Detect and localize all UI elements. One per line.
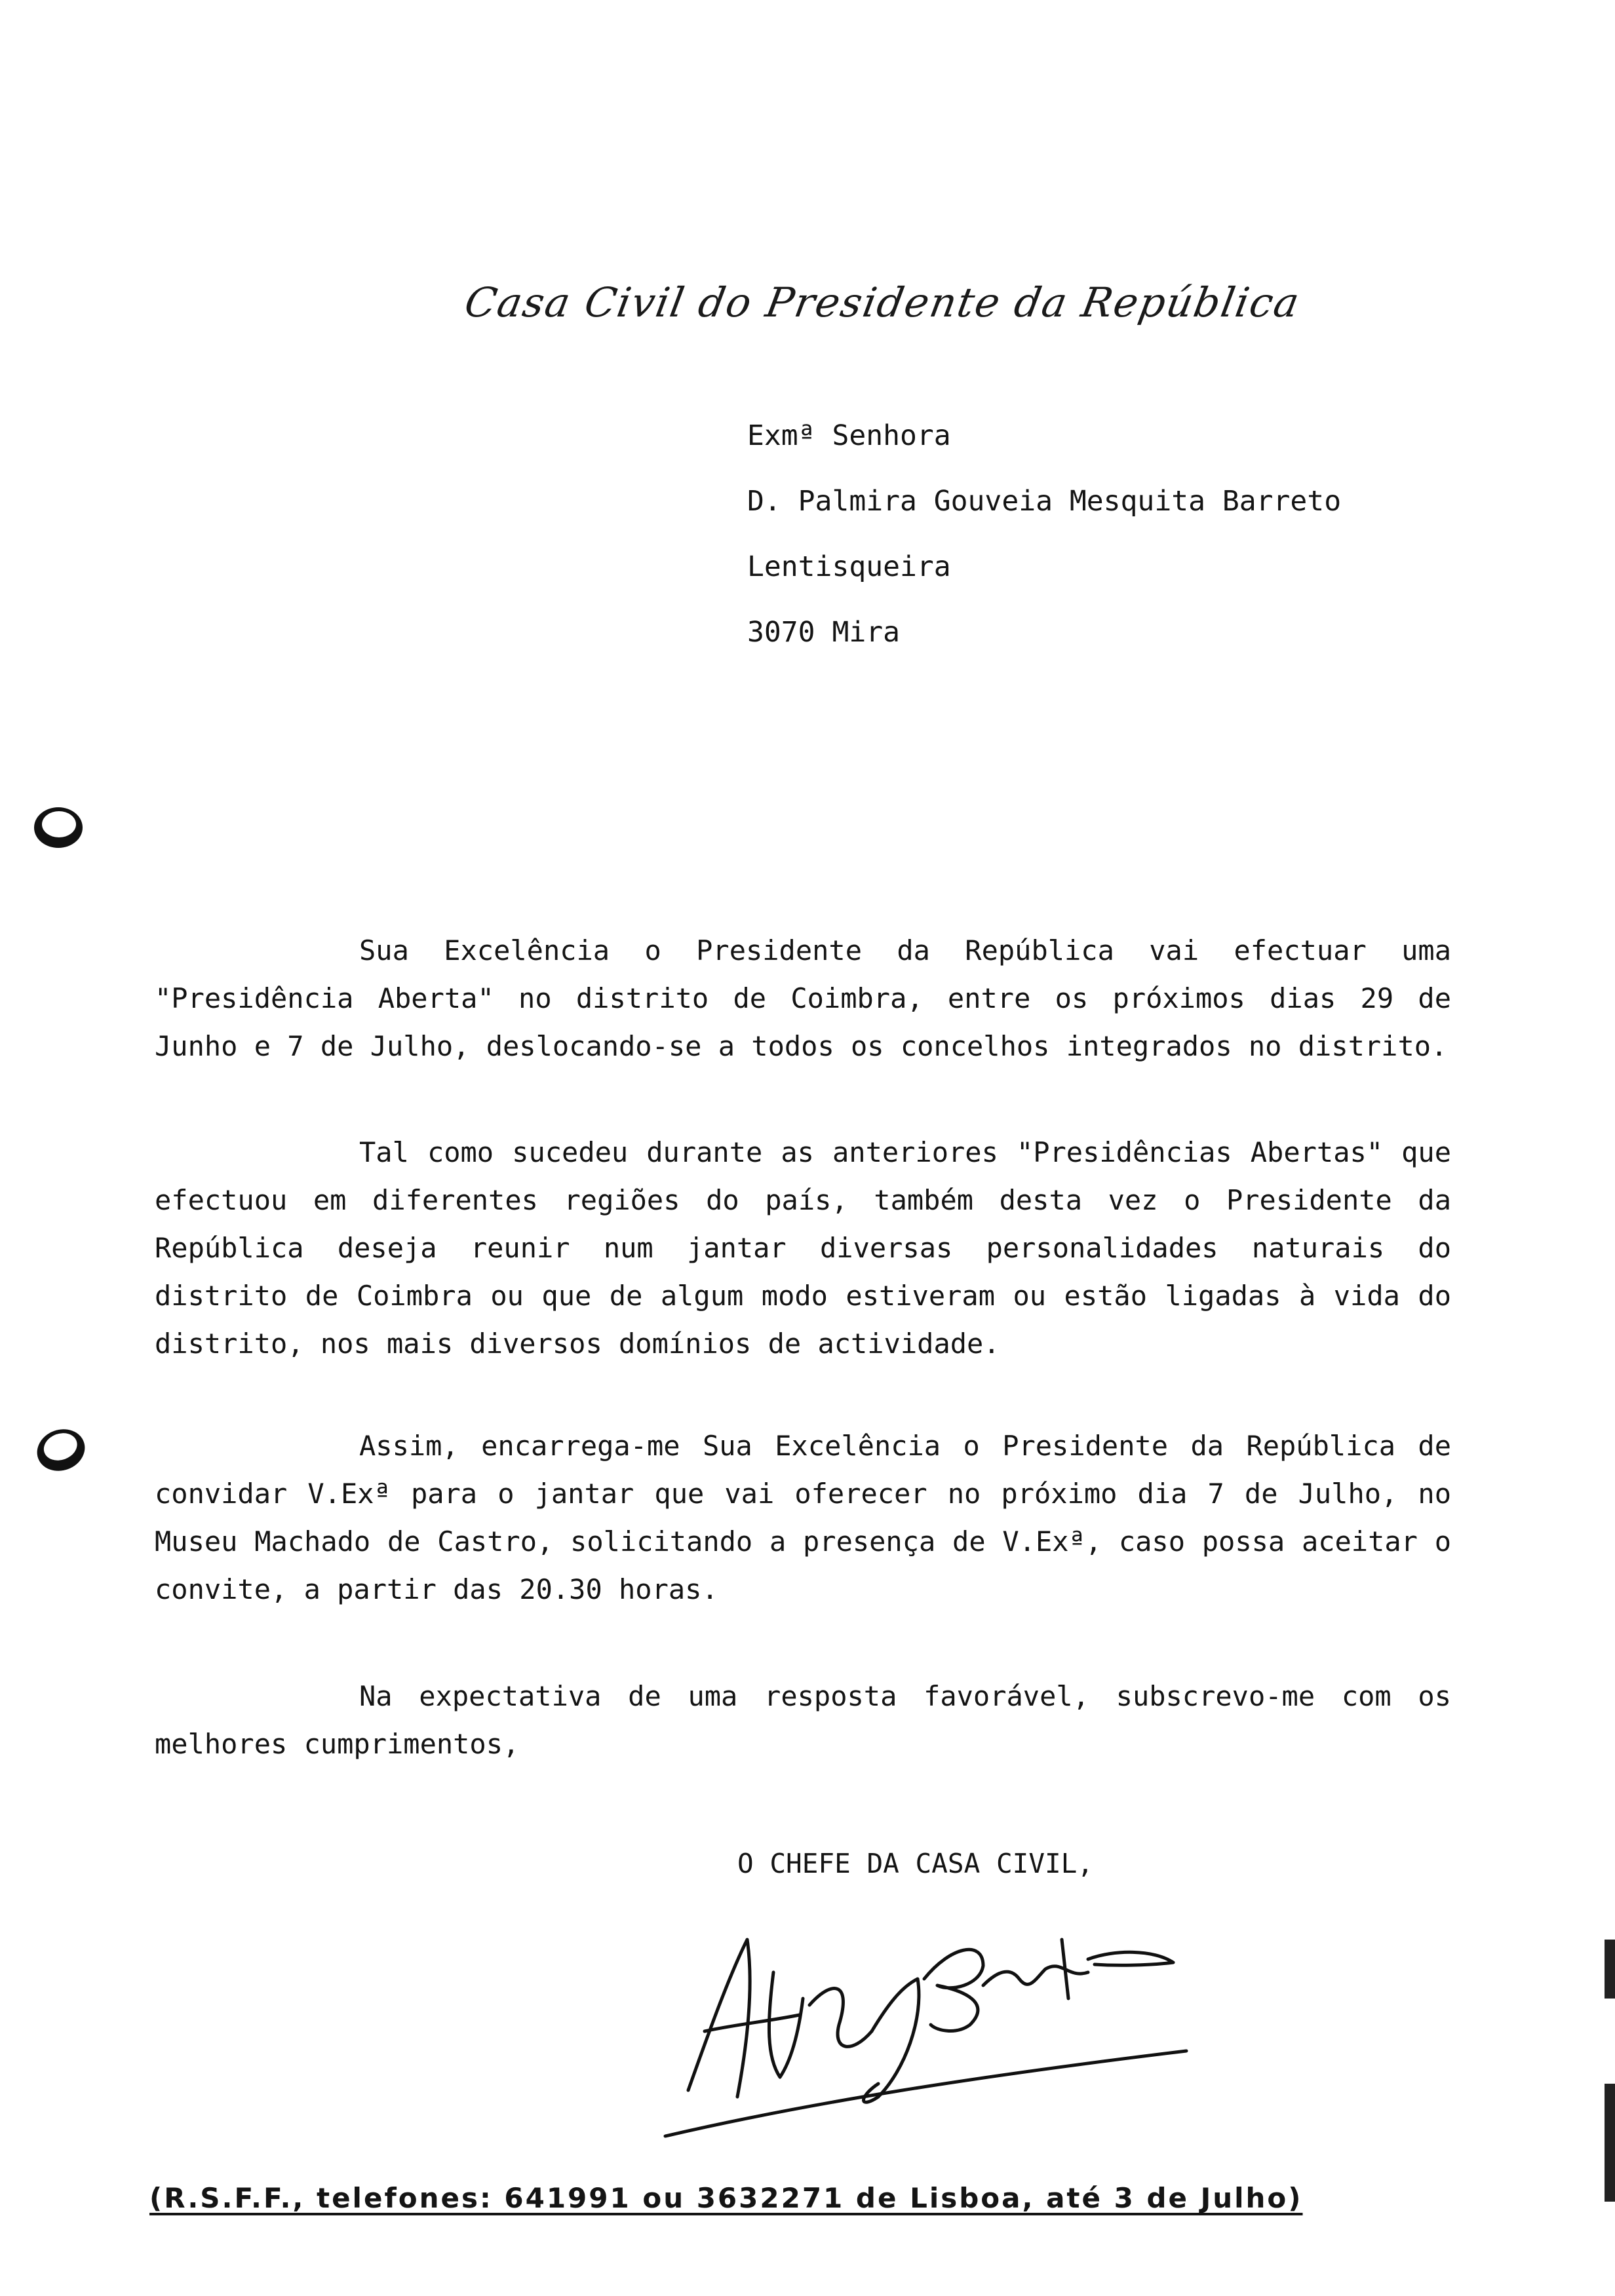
- footer-rsvp-note: (R.S.F.F., telefones: 641991 ou 3632271 de Lisboa, até 3 de Julho): [149, 2182, 1303, 2214]
- handwritten-signature: [642, 1900, 1219, 2143]
- addressee-block: [747, 403, 1341, 665]
- body-paragraph-4: Na expectativa de uma resposta favorável, subscrevo-me com os melhores cumprimentos,: [155, 1680, 1451, 1760]
- addressee-postal: 3070 Mira: [747, 616, 900, 649]
- punch-hole-mark: [31, 1423, 91, 1478]
- scan-edge-mark: [1605, 2084, 1615, 2202]
- letterhead: Casa Civil do Presidente da República: [461, 278, 1304, 326]
- addressee-name: D. Palmira Gouveia Mesquita Barreto: [747, 485, 1342, 518]
- addressee-salutation: Exmª Senhora: [747, 419, 951, 452]
- body-paragraph-1: Sua Excelência o Presidente da República vai efectuar uma "Presidência Aberta" no distrito de Coimbra, entre os próximos dias 29 de Junho e 7 de Julho, deslocando-se a todos os concelhos integrados no distrito.: [155, 934, 1451, 1062]
- scan-edge-mark: [1605, 1940, 1615, 1999]
- body-paragraph-3: Assim, encarrega-me Sua Excelência o Presidente da República de convidar V.Exª para o jantar que vai oferecer no próximo dia 7 de Julho, no Museu Machado de Castro, solicitando a presença de V.Exª, caso possa aceitar o convite, a partir das 20.30 horas.: [155, 1430, 1451, 1605]
- body-paragraph-2: Tal como sucedeu durante as anteriores "Presidências Abertas" que efectuou em diferentes regiões do país, também desta vez o Presidente da República deseja reunir num jantar diversas personalidades naturais do distrito de Coimbra ou que de algum modo estiveram ou estão ligadas à vida do distrito, nos mais diversos domínios de actividade.: [155, 1136, 1451, 1360]
- addressee-locality: Lentisqueira: [747, 550, 951, 583]
- closing-title: O CHEFE DA CASA CIVIL,: [737, 1848, 1094, 1879]
- punch-hole-mark: [34, 807, 83, 848]
